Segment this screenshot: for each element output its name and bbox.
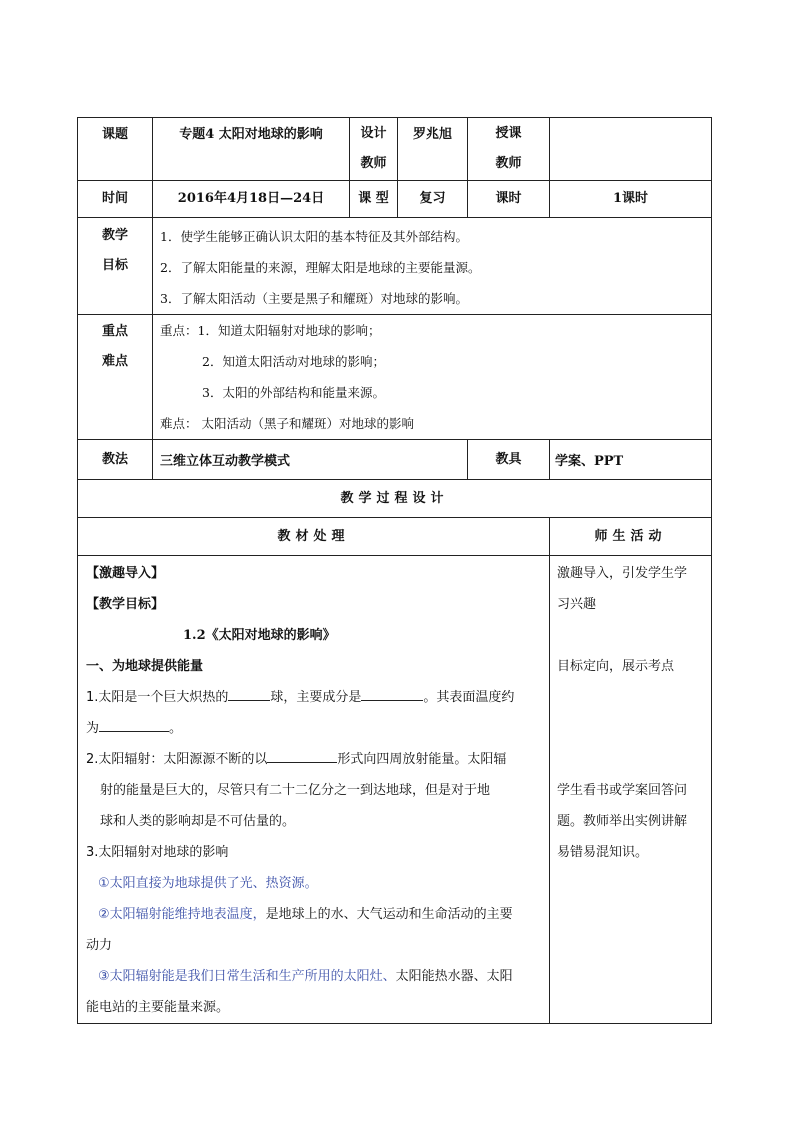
keypoint-line: 2．知道太阳活动对地球的影响； (202, 354, 385, 369)
teacher-label: 授课 教师 (468, 118, 550, 181)
type-label: 课 型 (350, 181, 398, 218)
paragraph-2-end: 球和人类的影响却是不可估量的。 (100, 814, 296, 829)
tools-label: 教具 (468, 440, 550, 480)
section-heading: 一、为地球提供能量 (86, 659, 204, 674)
bullet-2: ②太阳辐射能维持地表温度，是地球上的水、大气运动和生命活动的主要 (98, 907, 513, 922)
goals-list (153, 218, 712, 315)
topic-label: 课题 (78, 118, 153, 181)
bullet-3: ③太阳辐射能是我们日常生活和生产所用的太阳灶、太阳能热水器、太阳 (98, 969, 513, 984)
activity-line: 题。教师举出实例讲解 (557, 814, 688, 829)
process-title: 教学过程设计 (78, 480, 712, 518)
goal-item: 1．使学生能够正确认识太阳的基本特征及其外部结构。 (160, 229, 468, 244)
goals-label: 教学 目标 (78, 218, 153, 315)
time-value: 2016年4月18日—24日 (153, 181, 350, 218)
paragraph-1: 1.太阳是一个巨大炽热的 球，主要成分是 。其表面温度约 (86, 682, 549, 713)
bullet-2-cont: 动力 (86, 938, 113, 953)
designer-label: 设计 教师 (350, 118, 398, 181)
tools-value: 学案、PPT (550, 440, 712, 480)
fill-blank[interactable] (361, 686, 423, 701)
goal-item: 3．了解太阳活动（主要是黑子和耀斑）对地球的影响。 (160, 291, 468, 306)
lesson-title: 1.2《太阳对地球的影响》 (183, 628, 336, 643)
activity-content (550, 556, 712, 1024)
difficulty-line: 难点： 太阳活动（黑子和耀斑）对地球的影响 (160, 416, 414, 431)
activity-line: 习兴趣 (557, 597, 597, 612)
bullet-3-cont: 能电站的主要能量来源。 (86, 1000, 230, 1015)
activity-line: 易错易混知识。 (557, 845, 649, 860)
activity-line: 激趣导入，引发学生学 (557, 566, 688, 581)
paragraph-3: 3.太阳辐射对地球的影响 (86, 845, 229, 860)
keypoint-line: 3．太阳的外部结构和能量来源。 (202, 385, 385, 400)
activity-line: 目标定向，展示考点 (557, 659, 675, 674)
fill-blank[interactable] (99, 717, 169, 732)
keypoints-label: 重点 难点 (78, 315, 153, 440)
hours-label: 课时 (468, 181, 550, 218)
objective-heading: 【教学目标】 (86, 597, 165, 612)
type-value: 复习 (398, 181, 468, 218)
lesson-plan-table (77, 117, 712, 1024)
paragraph-2-cont: 射的能量是巨大的，尽管只有二十二亿分之一到达地球，但是对于地 (100, 783, 491, 798)
keypoint-line: 重点：1．知道太阳辐射对地球的影响； (160, 323, 381, 338)
designer-value: 罗兆旭 (398, 118, 468, 181)
bullet-1: ①太阳直接为地球提供了光、热资源。 (98, 876, 318, 891)
teacher-value (550, 118, 712, 181)
paragraph-1-cont: 为 。 (86, 713, 549, 744)
topic-value: 专题4 太阳对地球的影响 (153, 118, 350, 181)
material-header: 教材处理 (78, 518, 550, 556)
method-value: 三维立体互动教学模式 (153, 440, 468, 480)
intro-heading: 【激趣导入】 (86, 566, 165, 581)
material-content (78, 556, 550, 1024)
hours-value: 1课时 (550, 181, 712, 218)
method-label: 教法 (78, 440, 153, 480)
keypoints-list (153, 315, 712, 440)
activity-header: 师生活动 (550, 518, 712, 556)
activity-line: 学生看书或学案回答问 (557, 783, 688, 798)
paragraph-2: 2.太阳辐射：太阳源源不断的以 形式向四周放射能量。太阳辐 (86, 744, 549, 775)
goal-item: 2．了解太阳能量的来源，理解太阳是地球的主要能量源。 (160, 260, 481, 275)
fill-blank[interactable] (228, 686, 270, 701)
fill-blank[interactable] (267, 748, 337, 763)
time-label: 时间 (78, 181, 153, 218)
